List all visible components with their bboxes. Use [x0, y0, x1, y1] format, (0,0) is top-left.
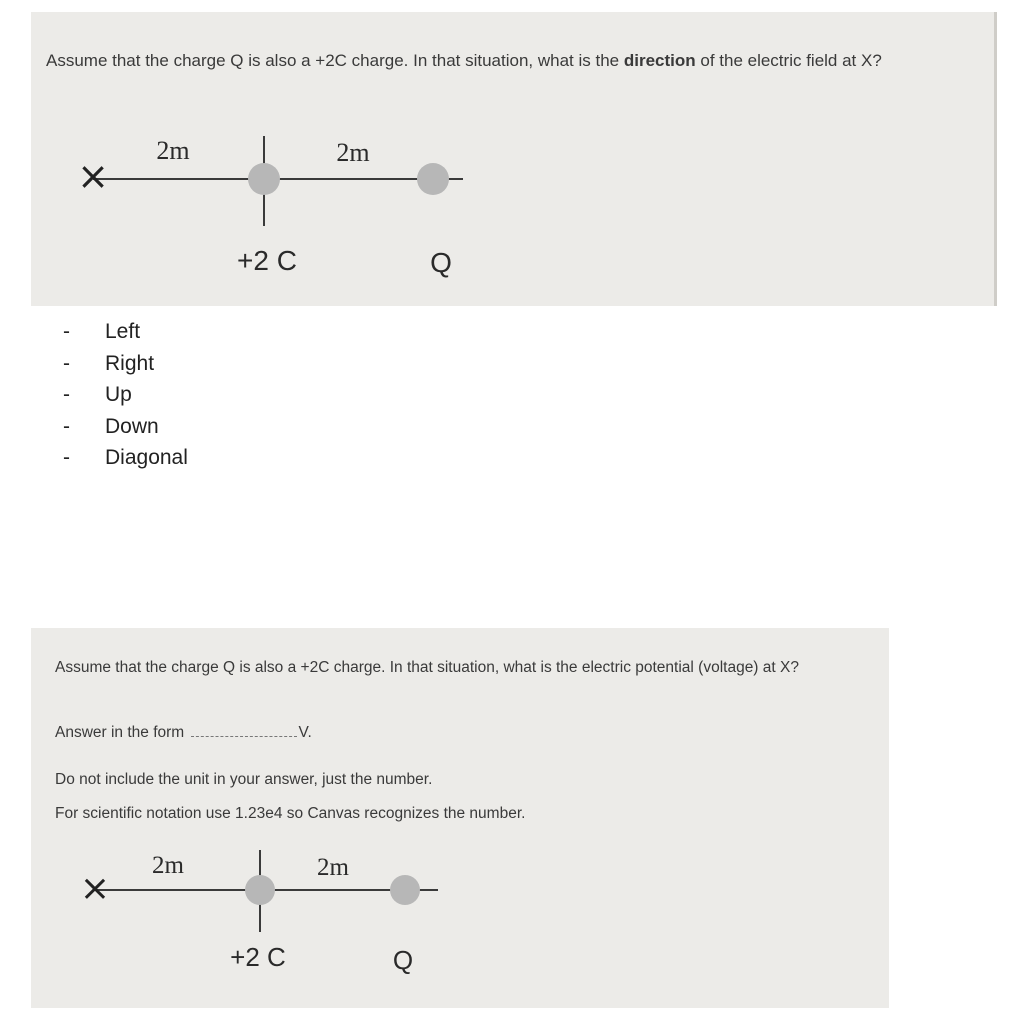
point-x-marker: ×	[77, 154, 109, 198]
instruction-scientific: For scientific notation use 1.23e4 so Canvas recognizes the number.	[55, 805, 526, 822]
instruction-no-unit: Do not include the unit in your answer, just the number.	[55, 771, 433, 788]
question2-text: Assume that the charge Q is also a +2C charge. In that situation, what is the electric potential (voltage) at X?	[55, 659, 799, 676]
right-distance-label: 2m	[317, 854, 349, 881]
right-charge-dot	[390, 875, 420, 905]
question2-panel	[31, 628, 889, 1008]
center-charge-label: +2 C	[237, 245, 297, 276]
question1-diagram	[51, 122, 491, 297]
right-distance-label: 2m	[336, 138, 370, 167]
question1-panel	[31, 12, 997, 306]
question1-text: Assume that the charge Q is also a +2C charge. In that situation, what is the direction of the electric field at X?	[46, 51, 882, 70]
answer-blank-line	[191, 725, 297, 737]
center-charge-dot	[248, 163, 280, 195]
center-charge-dot	[245, 875, 275, 905]
question2-diagram	[53, 840, 473, 1000]
answer-form-hint: Answer in the form V.	[55, 724, 312, 741]
left-distance-label: 2m	[152, 852, 184, 879]
right-charge-dot	[417, 163, 449, 195]
right-charge-label: Q	[430, 247, 452, 278]
right-charge-label: Q	[392, 945, 414, 975]
panel-edge	[994, 12, 997, 306]
point-x-marker: ×	[79, 868, 111, 909]
center-charge-label: +2 C	[230, 942, 286, 972]
left-distance-label: 2m	[156, 136, 190, 165]
